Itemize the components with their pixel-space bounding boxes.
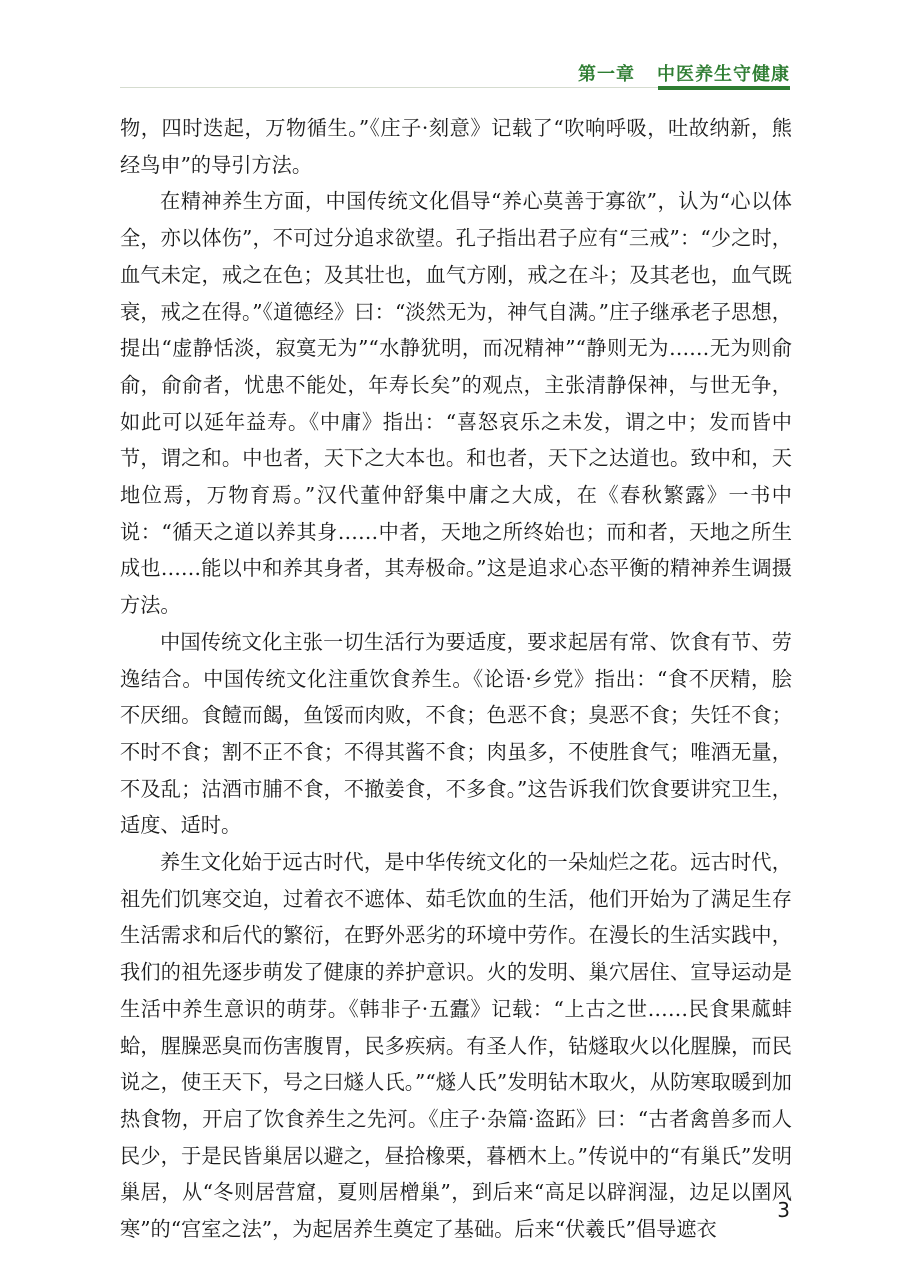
chapter-heading bbox=[578, 60, 790, 86]
header-accent-bar bbox=[658, 86, 790, 90]
chapter-number: 第一章 bbox=[578, 64, 635, 85]
running-header bbox=[120, 56, 790, 94]
paragraph: 养生文化始于远古时代，是中华传统文化的一朵灿烂之花。远古时代，祖先们饥寒交迫，过着衣不遮体、茹毛饮血的生活，他们开始为了满足生存生活需求和后代的繁衍，在野外恶劣的环境中劳作。在漫长的生活实践中，我们的祖先逐步萌发了健康的养护意识。火的发明、巢穴居住、宣导运动是生活中养生意识的萌芽。《韩非子·五蠹》记载：“上古之世……民食果蓏蚌蛤，腥臊恶臭而伤害腹胃，民多疾病。有圣人作，钻燧取火以化腥臊，而民说之，使王天下，号之曰燧人氏。”“燧人氏”发明钻木取火，从防寒取暖到加热食物，开启了饮食养生之先河。《庄子·杂篇·盗跖》曰：“古者禽兽多而人民少，于是民皆巢居以避之，昼拾橡栗，暮栖木上。”传说中的“有巢氏”发明巢居，从“冬则居营窟，夏则居橧巢”，到后来“高足以辟润湿，边足以圉风寒”的“宫室之法”，为起居养生奠定了基础。后来“伏羲氏”倡导遮衣 bbox=[120, 850, 792, 1242]
chapter-title: 中医养生守健康 bbox=[657, 64, 790, 85]
paragraph: 中国传统文化主张一切生活行为要适度，要求起居有常、饮食有节、劳逸结合。中国传统文化注重饮食养生。《论语·乡党》指出：“食不厌精，脍不厌细。食饐而餲，鱼馁而肉败，不食；色恶不食；臭恶不食；失饪不食；不时不食；割不正不食；不得其酱不食；肉虽多，不使胜食气；唯酒无量，不及乱；沽酒市脯不食，不撤姜食，不多食。”这告诉我们饮食要讲究卫生，适度、适时。 bbox=[120, 629, 792, 838]
body-text bbox=[120, 110, 792, 1248]
page-number: 3 bbox=[777, 1198, 790, 1222]
header-divider-line bbox=[120, 87, 660, 88]
paragraph: 物，四时迭起，万物循生。”《庄子·刻意》记载了“吹响呼吸，吐故纳新，熊经鸟申”的导引方法。 bbox=[120, 116, 792, 177]
paragraph: 在精神养生方面，中国传统文化倡导“养心莫善于寡欲”，认为“心以体全，亦以体伤”，不可过分追求欲望。孔子指出君子应有“三戒”：“少之时，血气未定，戒之在色；及其壮也，血气方刚，戒之在斗；及其老也，血气既衰，戒之在得。”《道德经》曰：“淡然无为，神气自满。”庄子继承老子思想，提出“虚静恬淡，寂寞无为”“水静犹明，而况精神”“静则无为……无为则俞俞，俞俞者，忧患不能处，年寿长矣”的观点，主张清静保神，与世无争，如此可以延年益寿。《中庸》指出：“喜怒哀乐之未发，谓之中；发而皆中节，谓之和。中也者，天下之大本也。和也者，天下之达道也。致中和，天地位焉，万物育焉。”汉代董仲舒集中庸之大成，在《春秋繁露》一书中说：“循天之道以养其身……中者，天地之所终始也；而和者，天地之所生成也……能以中和养其身者，其寿极命。”这是追求心态平衡的精神养生调摄方法。 bbox=[120, 189, 792, 618]
